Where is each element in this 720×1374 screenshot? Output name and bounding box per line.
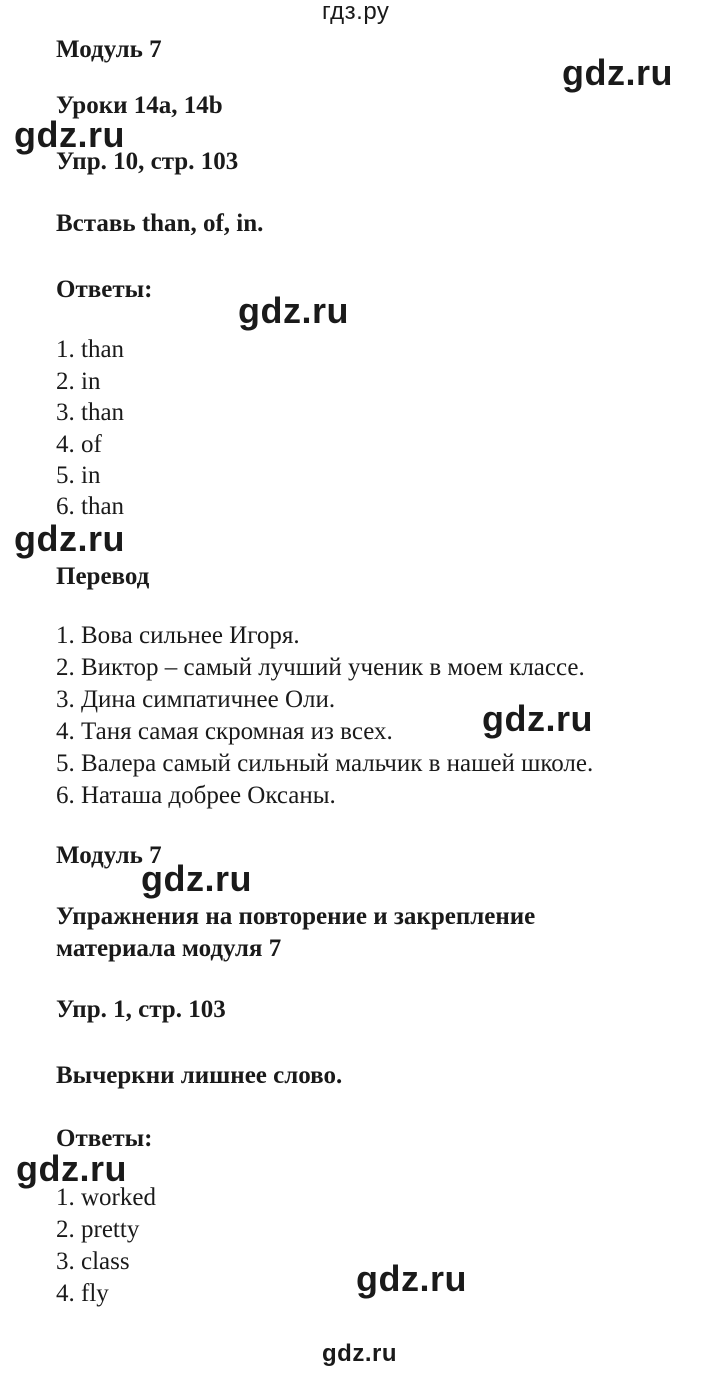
answer-item: 6. than [56,493,125,520]
translation-item: 4. Таня самая скромная из всех. [56,718,393,745]
section-heading-line2: материала модуля 7 [56,935,282,962]
answer-item: 1. than [56,336,125,363]
answer-item: 2. in [56,368,101,395]
answer-item: 1. worked [56,1184,156,1211]
answers-label-2: Ответы: [56,1125,153,1152]
translation-item: 1. Вова сильнее Игоря. [56,622,300,649]
watermark: gdz.ru [14,114,125,155]
header-site-label: гдз.ру [322,0,390,25]
answer-item: 3. class [56,1248,130,1275]
exercise-title-1: Упр. 10, стр. 103 [56,148,239,175]
answer-item: 4. fly [56,1280,109,1307]
translation-item: 6. Наташа добрее Оксаны. [56,782,336,809]
module-title-1: Модуль 7 [56,36,162,63]
task-text-2: Вычеркни лишнее слово. [56,1062,343,1089]
answer-item: 4. of [56,431,102,458]
answer-item: 2. pretty [56,1216,140,1243]
section-heading-line1: Упражнения на повторение и закрепление [56,903,536,930]
translation-item: 5. Валера самый сильный мальчик в нашей школе. [56,750,594,777]
watermark: gdz.ru [562,52,673,93]
watermark: gdz.ru [482,698,593,739]
watermark: gdz.ru [14,518,125,559]
watermark: gdz.ru [16,1148,127,1189]
lessons-title: Уроки 14a, 14b [56,92,223,119]
translation-label: Перевод [56,563,150,590]
watermark: gdz.ru [238,290,349,331]
exercise-title-2: Упр. 1, стр. 103 [56,996,226,1023]
answers-label-1: Ответы: [56,276,153,303]
task-text-1: Вставь than, of, in. [56,210,264,237]
translation-item: 3. Дина симпатичнее Оли. [56,686,336,713]
translation-item: 2. Виктор – самый лучший ученик в моем классе. [56,654,585,681]
watermark: gdz.ru [141,858,252,899]
answer-item: 5. in [56,462,101,489]
footer-site-label: gdz.ru [322,1340,397,1367]
watermark: gdz.ru [356,1258,467,1299]
module-title-2: Модуль 7 [56,842,162,869]
answer-item: 3. than [56,399,125,426]
